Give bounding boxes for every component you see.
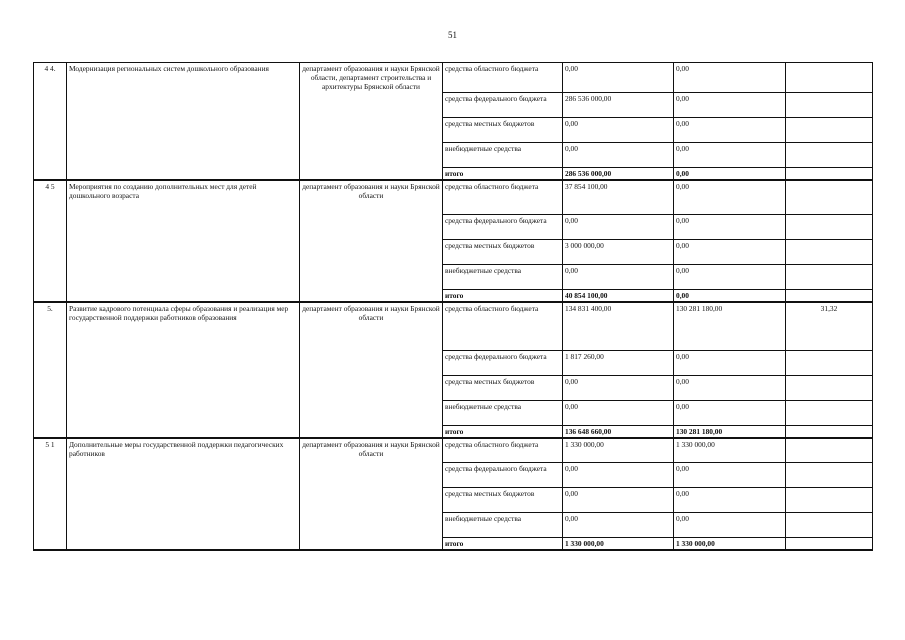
planned-amount-cell: 1 330 000,00 — [563, 538, 674, 551]
funding-source-cell: средства местных бюджетов — [443, 117, 563, 142]
table-row — [34, 400, 873, 425]
planned-amount-cell: 40 854 100,00 — [563, 290, 674, 303]
item-name-cell: Дополнительные меры государственной поддержки педагогических работников — [67, 438, 300, 463]
executor-cell — [300, 92, 443, 117]
budget-table — [33, 62, 873, 551]
funding-source-cell: средства местных бюджетов — [443, 240, 563, 265]
funding-source-cell: итого — [443, 538, 563, 551]
funding-source-cell: средства областного бюджета — [443, 63, 563, 93]
item-name-cell — [67, 513, 300, 538]
funding-source-cell: средства федерального бюджета — [443, 463, 563, 488]
funding-source-cell: итого — [443, 167, 563, 180]
percent-cell — [786, 92, 873, 117]
total-row — [34, 425, 873, 438]
executor-cell: департамент образования и науки Брянской области — [300, 302, 443, 350]
planned-amount-cell: 286 536 000,00 — [563, 92, 674, 117]
table-row — [34, 240, 873, 265]
executor-cell — [300, 513, 443, 538]
item-name-cell: Модернизация региональных систем дошкольного образования — [67, 63, 300, 93]
actual-amount-cell: 0,00 — [674, 180, 786, 215]
actual-amount-cell: 0,00 — [674, 290, 786, 303]
table-row — [34, 463, 873, 488]
funding-source-cell: средства федерального бюджета — [443, 350, 563, 375]
actual-amount-cell: 130 281 180,00 — [674, 302, 786, 350]
table-row — [34, 180, 873, 215]
table-row — [34, 350, 873, 375]
actual-amount-cell: 0,00 — [674, 265, 786, 290]
actual-amount-cell: 130 281 180,00 — [674, 425, 786, 438]
planned-amount-cell: 0,00 — [563, 142, 674, 167]
planned-amount-cell: 0,00 — [563, 400, 674, 425]
percent-cell — [786, 400, 873, 425]
page-number: 51 — [448, 30, 457, 40]
total-row — [34, 167, 873, 180]
actual-amount-cell: 0,00 — [674, 240, 786, 265]
item-number-cell — [34, 92, 67, 117]
executor-cell — [300, 538, 443, 551]
executor-cell: департамент образования и науки Брянской области, департамент строительства и архитектуры Брянской области — [300, 63, 443, 93]
item-number-cell — [34, 488, 67, 513]
planned-amount-cell: 0,00 — [563, 375, 674, 400]
item-number-cell — [34, 290, 67, 303]
funding-source-cell: внебюджетные средства — [443, 142, 563, 167]
item-number-cell — [34, 167, 67, 180]
actual-amount-cell: 0,00 — [674, 400, 786, 425]
executor-cell: департамент образования и науки Брянской области — [300, 180, 443, 215]
item-name-cell: Мероприятия по созданию дополнительных мест для детей дошкольного возраста — [67, 180, 300, 215]
table-row — [34, 438, 873, 463]
actual-amount-cell: 0,00 — [674, 350, 786, 375]
item-name-cell — [67, 463, 300, 488]
item-name-cell: Развитие кадрового потенциала сферы образования и реализация мер государственной поддержки работников образования — [67, 302, 300, 350]
item-number-cell — [34, 513, 67, 538]
table-row — [34, 63, 873, 93]
planned-amount-cell: 0,00 — [563, 117, 674, 142]
percent-cell — [786, 215, 873, 240]
actual-amount-cell: 0,00 — [674, 463, 786, 488]
executor-cell — [300, 265, 443, 290]
planned-amount-cell: 136 648 660,00 — [563, 425, 674, 438]
total-row — [34, 538, 873, 551]
planned-amount-cell: 0,00 — [563, 215, 674, 240]
percent-cell — [786, 290, 873, 303]
funding-source-cell: средства местных бюджетов — [443, 488, 563, 513]
planned-amount-cell: 1 330 000,00 — [563, 438, 674, 463]
item-number-cell — [34, 117, 67, 142]
actual-amount-cell: 1 330 000,00 — [674, 538, 786, 551]
planned-amount-cell: 37 854 100,00 — [563, 180, 674, 215]
executor-cell — [300, 167, 443, 180]
item-number-cell — [34, 538, 67, 551]
planned-amount-cell: 0,00 — [563, 265, 674, 290]
planned-amount-cell: 1 817 260,00 — [563, 350, 674, 375]
planned-amount-cell: 0,00 — [563, 63, 674, 93]
percent-cell — [786, 350, 873, 375]
funding-source-cell: итого — [443, 290, 563, 303]
item-number-cell: 4 4. — [34, 63, 67, 93]
item-name-cell — [67, 350, 300, 375]
percent-cell — [786, 142, 873, 167]
percent-cell — [786, 375, 873, 400]
funding-source-cell: итого — [443, 425, 563, 438]
table-row — [34, 375, 873, 400]
item-number-cell — [34, 215, 67, 240]
table-row — [34, 488, 873, 513]
actual-amount-cell: 0,00 — [674, 215, 786, 240]
item-name-cell — [67, 92, 300, 117]
item-number-cell — [34, 400, 67, 425]
funding-source-cell: внебюджетные средства — [443, 265, 563, 290]
executor-cell — [300, 240, 443, 265]
planned-amount-cell: 286 536 000,00 — [563, 167, 674, 180]
percent-cell — [786, 63, 873, 93]
item-number-cell — [34, 375, 67, 400]
percent-cell — [786, 425, 873, 438]
executor-cell — [300, 400, 443, 425]
percent-cell — [786, 117, 873, 142]
item-number-cell — [34, 265, 67, 290]
actual-amount-cell: 0,00 — [674, 142, 786, 167]
total-row — [34, 290, 873, 303]
item-number-cell — [34, 142, 67, 167]
item-name-cell — [67, 488, 300, 513]
executor-cell — [300, 350, 443, 375]
funding-source-cell: средства областного бюджета — [443, 302, 563, 350]
executor-cell: департамент образования и науки Брянской области — [300, 438, 443, 463]
funding-source-cell: внебюджетные средства — [443, 400, 563, 425]
actual-amount-cell: 0,00 — [674, 92, 786, 117]
percent-cell — [786, 488, 873, 513]
executor-cell — [300, 117, 443, 142]
executor-cell — [300, 375, 443, 400]
funding-source-cell: средства областного бюджета — [443, 180, 563, 215]
executor-cell — [300, 425, 443, 438]
percent-cell — [786, 180, 873, 215]
actual-amount-cell: 0,00 — [674, 375, 786, 400]
funding-source-cell: средства местных бюджетов — [443, 375, 563, 400]
percent-cell — [786, 538, 873, 551]
planned-amount-cell: 0,00 — [563, 463, 674, 488]
item-name-cell — [67, 215, 300, 240]
table-row — [34, 142, 873, 167]
table-row — [34, 117, 873, 142]
planned-amount-cell: 0,00 — [563, 488, 674, 513]
item-name-cell — [67, 400, 300, 425]
item-number-cell: 5 1 — [34, 438, 67, 463]
percent-cell: 31,32 — [786, 302, 873, 350]
actual-amount-cell: 0,00 — [674, 63, 786, 93]
percent-cell — [786, 167, 873, 180]
executor-cell — [300, 290, 443, 303]
planned-amount-cell: 0,00 — [563, 513, 674, 538]
item-name-cell — [67, 265, 300, 290]
actual-amount-cell: 0,00 — [674, 167, 786, 180]
funding-source-cell: средства федерального бюджета — [443, 92, 563, 117]
table-row — [34, 265, 873, 290]
item-name-cell — [67, 290, 300, 303]
item-name-cell — [67, 167, 300, 180]
item-number-cell: 5. — [34, 302, 67, 350]
executor-cell — [300, 142, 443, 167]
table-row — [34, 92, 873, 117]
percent-cell — [786, 438, 873, 463]
item-number-cell: 4 5 — [34, 180, 67, 215]
table-row — [34, 302, 873, 350]
item-number-cell — [34, 463, 67, 488]
funding-source-cell: внебюджетные средства — [443, 513, 563, 538]
table-row — [34, 215, 873, 240]
executor-cell — [300, 488, 443, 513]
executor-cell — [300, 463, 443, 488]
item-number-cell — [34, 350, 67, 375]
actual-amount-cell: 0,00 — [674, 513, 786, 538]
actual-amount-cell: 1 330 000,00 — [674, 438, 786, 463]
planned-amount-cell: 134 831 400,00 — [563, 302, 674, 350]
item-name-cell — [67, 142, 300, 167]
percent-cell — [786, 240, 873, 265]
planned-amount-cell: 3 000 000,00 — [563, 240, 674, 265]
item-name-cell — [67, 375, 300, 400]
item-name-cell — [67, 117, 300, 142]
actual-amount-cell: 0,00 — [674, 117, 786, 142]
percent-cell — [786, 265, 873, 290]
executor-cell — [300, 215, 443, 240]
item-number-cell — [34, 240, 67, 265]
percent-cell — [786, 463, 873, 488]
percent-cell — [786, 513, 873, 538]
funding-source-cell: средства областного бюджета — [443, 438, 563, 463]
item-name-cell — [67, 538, 300, 551]
funding-source-cell: средства федерального бюджета — [443, 215, 563, 240]
table-row — [34, 513, 873, 538]
item-name-cell — [67, 240, 300, 265]
item-name-cell — [67, 425, 300, 438]
actual-amount-cell: 0,00 — [674, 488, 786, 513]
item-number-cell — [34, 425, 67, 438]
